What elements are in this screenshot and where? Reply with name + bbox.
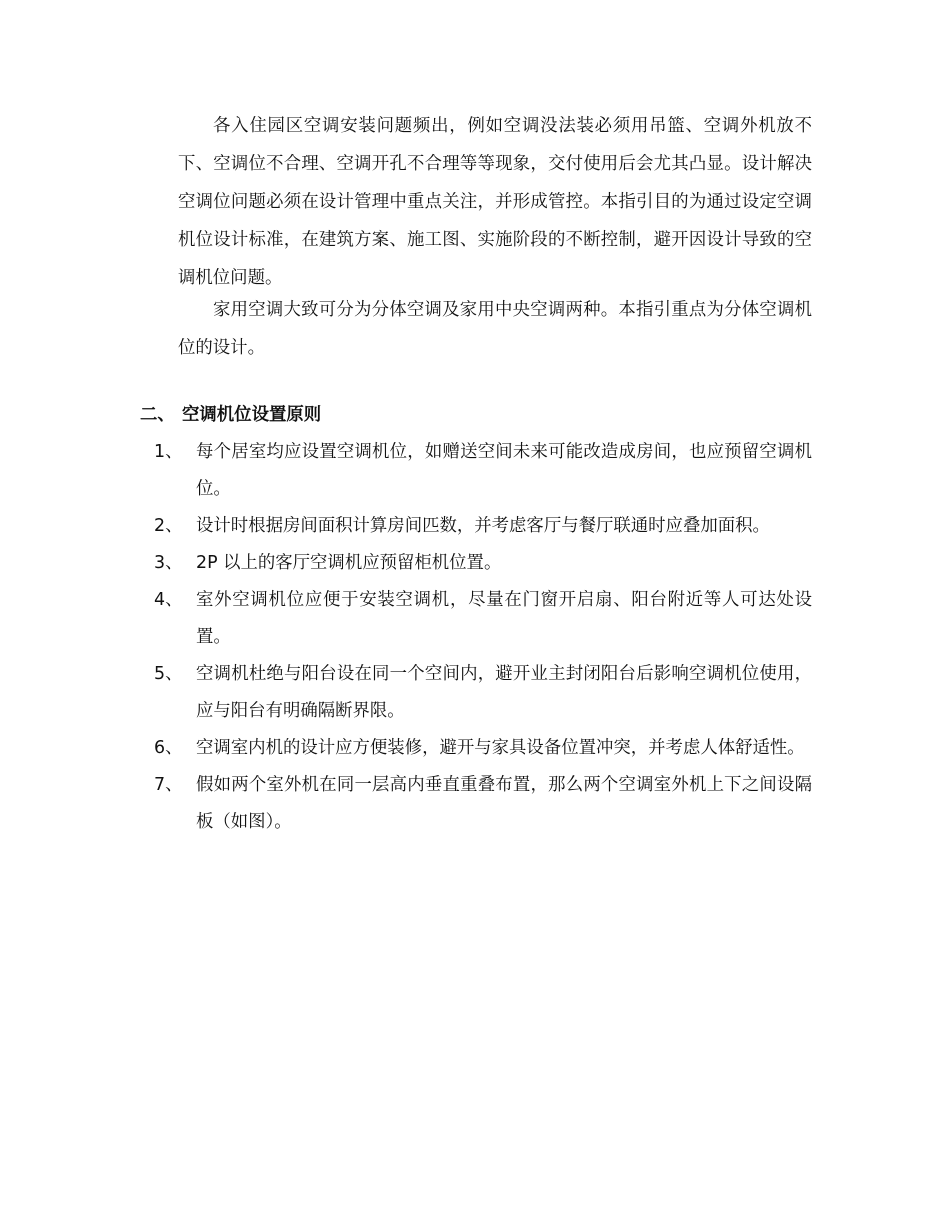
list-item	[0, 545, 812, 582]
section-heading	[140, 397, 321, 433]
list-item-number: 7、	[154, 775, 183, 795]
section-number: 二、	[140, 405, 175, 425]
list-item	[0, 508, 812, 545]
list-item-text: 2P 以上的客厅空调机应预留柜机位置。	[196, 553, 502, 573]
list-item-text: 每个居室均应设置空调机位，如赠送空间未来可能改造成房间，也应预留空调机位。	[196, 442, 812, 499]
list-item-text: 假如两个室外机在同一层高内垂直重叠布置，那么两个空调室外机上下之间设隔板（如图）。	[196, 775, 812, 832]
list-item	[0, 656, 812, 730]
section-title: 空调机位设置原则	[182, 405, 322, 425]
principles-list	[0, 434, 950, 841]
list-item-number: 5、	[154, 664, 183, 684]
list-item-number: 3、	[154, 553, 183, 573]
list-item-number: 2、	[154, 516, 183, 536]
list-item-text: 空调室内机的设计应方便装修，避开与家具设备位置冲突，并考虑人体舒适性。	[196, 738, 805, 758]
intro-paragraph-1: 各入住园区空调安装问题频出，例如空调没法装必须用吊篮、空调外机放不下、空调位不合理、空调开孔不合理等等现象，交付使用后会尤其凸显。设计解决空调位问题必须在设计管理中重点关注，并形成管控。本指引目的为通过设定空调机位设计标准，在建筑方案、施工图、实施阶段的不断控制，避开因设计导致的空调机位问题。	[178, 116, 812, 288]
list-item	[0, 730, 812, 767]
list-item-number: 1、	[154, 442, 183, 462]
list-item-number: 6、	[154, 738, 183, 758]
list-item	[0, 582, 812, 656]
list-item-text: 室外空调机位应便于安装空调机，尽量在门窗开启扇、阳台附近等人可达处设置。	[196, 590, 812, 647]
list-item-text: 设计时根据房间面积计算房间匹数，并考虑客厅与餐厅联通时应叠加面积。	[196, 516, 770, 536]
list-item-text: 空调机杜绝与阳台设在同一个空间内，避开业主封闭阳台后影响空调机位使用，应与阳台有明确隔断界限。	[196, 664, 812, 721]
intro-paragraph-2: 家用空调大致可分为分体空调及家用中央空调两种。本指引重点为分体空调机位的设计。	[178, 300, 812, 358]
list-item	[0, 767, 812, 841]
list-item-number: 4、	[154, 590, 183, 610]
list-item	[0, 434, 812, 508]
